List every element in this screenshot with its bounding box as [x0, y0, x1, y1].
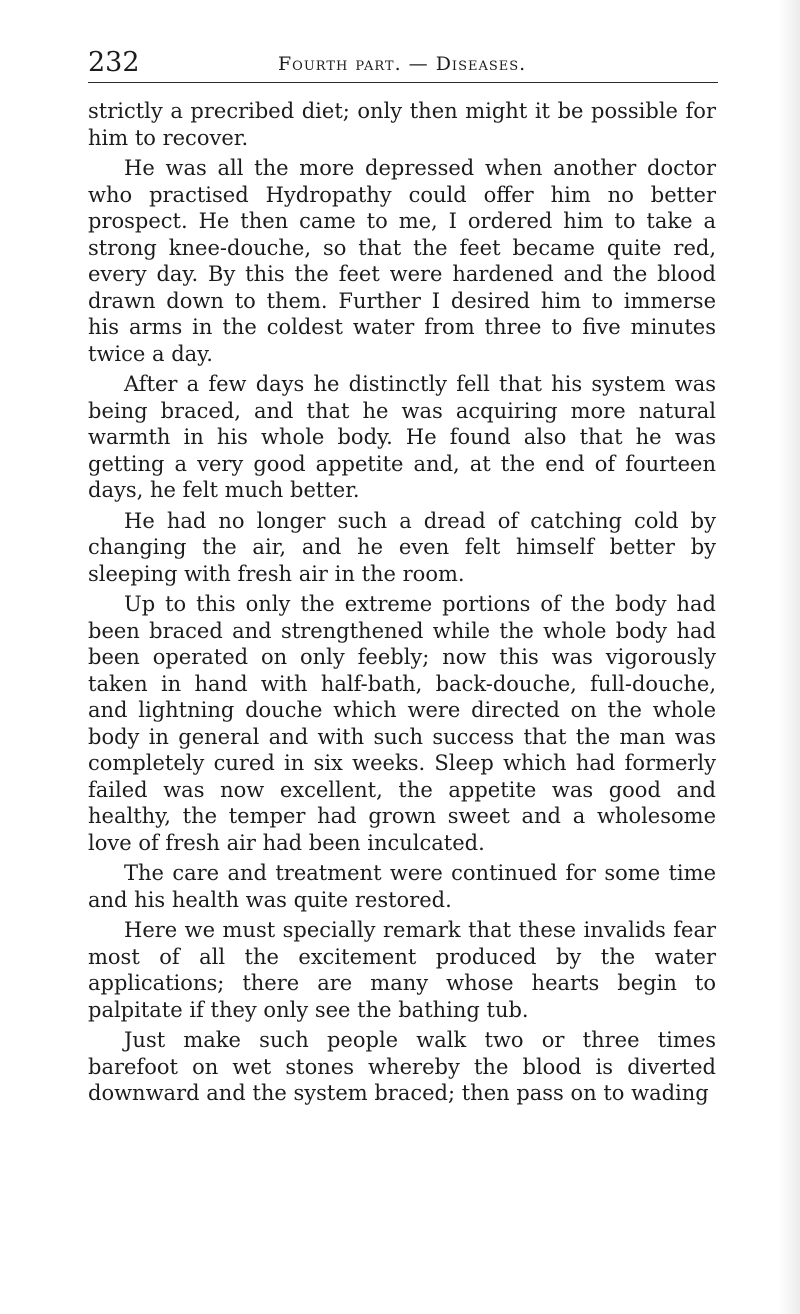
paragraph: strictly a precribed diet; only then might it be possible for him to recover.	[88, 99, 716, 150]
running-head: Fourth part. — Diseases.	[278, 53, 527, 75]
paragraph: Just make such people walk two or three times barefoot on wet stones whereby the blood is diverted downward and the system braced; then pass on to wading	[88, 1028, 716, 1105]
paragraph: He had no longer such a dread of catching cold by changing the air, and he even felt himself better by sleeping with fresh air in the room.	[88, 508, 716, 586]
page-number: 232	[88, 47, 140, 78]
paragraph: He was all the more depressed when another doctor who practised Hydropathy could offer him no better prospect. He then came to me, I ordered him to take a strong knee-douche, so that the feet became quite red, every day. By this the feet were hardened and the blood drawn down to them. Further I desired him to immerse his arms in the coldest water from three to five minutes twice a day.	[88, 156, 716, 366]
page-header	[88, 48, 718, 83]
body-text	[88, 98, 716, 1111]
paragraph: Up to this only the extreme portions of the body had been braced and strengthened while the whole body had been operated on only feebly; now this was vigorously taken in hand with half-bath, back-douche, full-douche, and lightning douche which were directed on the whole body in general and with such success that the man was completely cured in six weeks. Sleep which had formerly failed was now excellent, the appetite was good and healthy, the temper had grown sweet and a wholesome love of fresh air had been inculcated.	[88, 592, 716, 855]
page-edge-shadow	[778, 0, 800, 1314]
paragraph: The care and treatment were continued for some time and his health was quite restored.	[88, 861, 716, 912]
paragraph: Here we must specially remark that these invalids fear most of all the excitement produced by the water applications; there are many whose hearts begin to palpitate if they only see the bathing tub.	[88, 918, 716, 1022]
paragraph: After a few days he distinctly fell that his system was being braced, and that he was acquiring more natural warmth in his whole body. He found also that he was getting a very good appetite and, at the end of fourteen days, he felt much better.	[88, 372, 716, 502]
